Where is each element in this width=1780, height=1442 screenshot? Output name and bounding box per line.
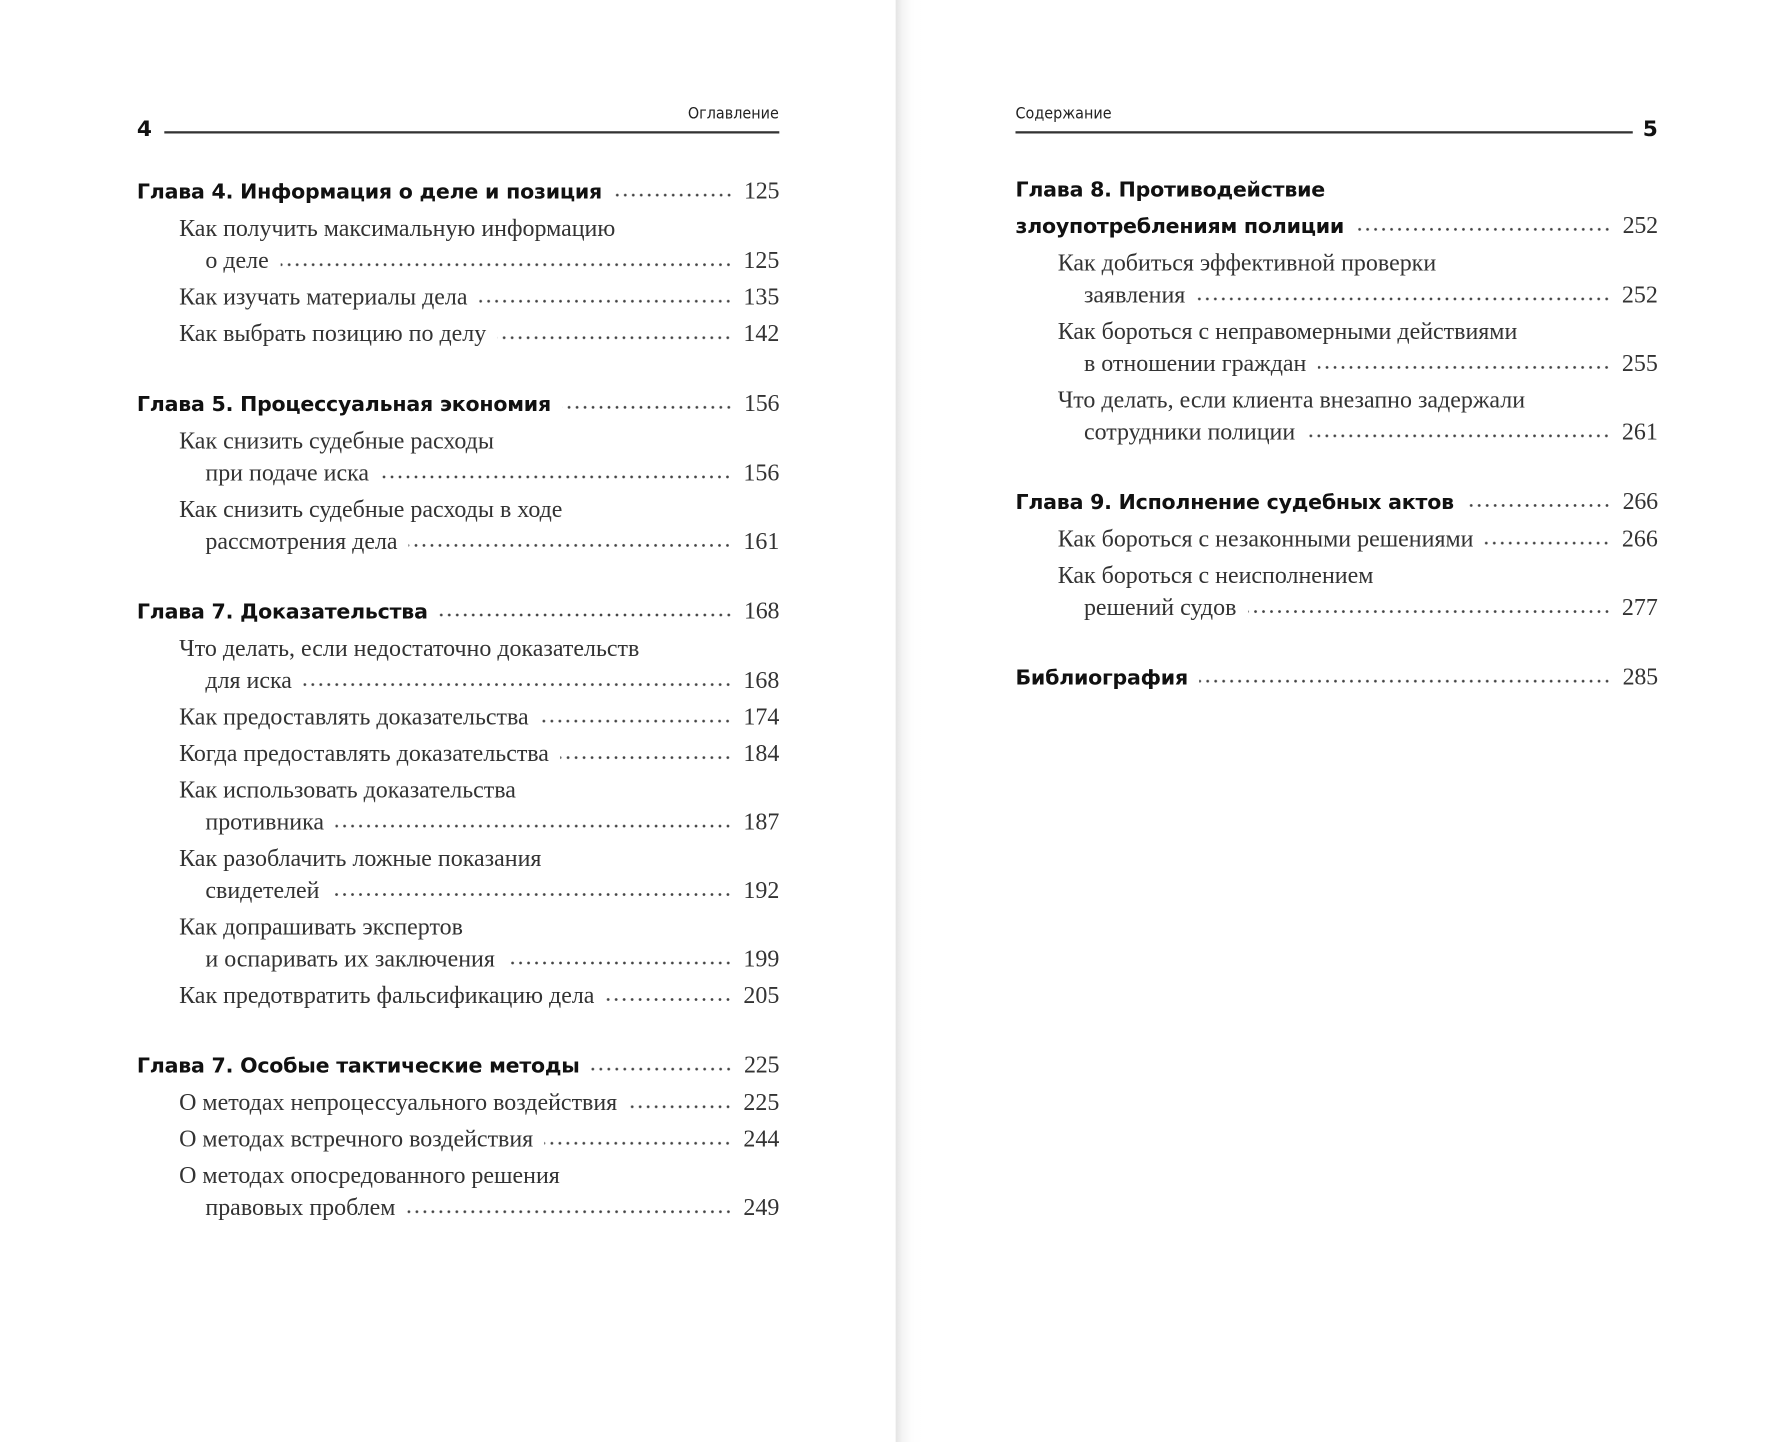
entry-page-number: 225 (743, 1088, 780, 1116)
toc-entry (137, 424, 779, 488)
chapter-title-line (137, 173, 779, 207)
toc-entry (137, 281, 779, 313)
entry-title: Как бороться с неправомерными действиями (1057, 317, 1518, 345)
dot-leader (1307, 432, 1611, 439)
entry-title: и оспаривать их заключения (205, 944, 495, 973)
entry-line (137, 632, 779, 664)
entry-line (137, 456, 779, 488)
entry-title: Как снизить судебные расходы в ходе (179, 495, 563, 523)
entry-line (137, 942, 779, 974)
dot-leader (1485, 540, 1611, 547)
dot-leader (1318, 364, 1611, 371)
entry-line (1015, 383, 1657, 415)
dot-leader (562, 404, 732, 411)
chapter-title: Глава 7. Доказательства (136, 600, 428, 625)
entry-page-number: 244 (743, 1125, 780, 1153)
toc-entry (137, 842, 779, 906)
dot-leader (1355, 226, 1611, 233)
entry-title: Как получить максимальную информацию (179, 214, 616, 242)
entry-page-number: 252 (1621, 280, 1658, 309)
toc-entry (137, 1159, 779, 1223)
entry-title: Как бороться с неисполнением (1057, 561, 1374, 589)
toc-entry (137, 317, 779, 349)
toc-chapter (137, 1047, 779, 1223)
entry-line (137, 1086, 779, 1118)
entry-line (137, 664, 779, 696)
entry-page-number: 125 (743, 246, 780, 274)
entry-line (137, 737, 779, 769)
toc-entry (137, 979, 779, 1011)
chapter-title: Глава 7. Особые тактические методы (136, 1054, 580, 1079)
toc-chapter (1015, 659, 1657, 693)
toc-entry (1015, 523, 1657, 555)
dot-leader (545, 1140, 732, 1147)
dot-leader (629, 1103, 732, 1110)
chapter-page-number: 156 (744, 389, 780, 417)
entry-line (137, 1123, 779, 1155)
dot-leader (1199, 678, 1611, 685)
entry-title: Как выбрать позицию по делу (179, 319, 487, 347)
entry-title: для иска (205, 666, 292, 694)
entry-title: рассмотрения дела (205, 527, 398, 555)
dot-leader (331, 891, 732, 898)
chapter-title: злоупотреблениям полиции (1015, 214, 1345, 239)
chapter-title: Глава 8. Противодействие (1015, 177, 1325, 202)
chapter-title: Библиография (1015, 666, 1188, 691)
entry-line (1015, 315, 1657, 347)
toc-entry (137, 737, 779, 769)
entry-title: свидетелей (205, 876, 320, 904)
dot-leader (409, 542, 732, 549)
entry-page-number: 187 (743, 807, 780, 836)
dot-leader (1248, 608, 1611, 615)
entry-line (137, 842, 779, 874)
entry-line (137, 1191, 779, 1223)
entry-page-number: 174 (743, 702, 780, 731)
entry-line (137, 874, 779, 906)
table-of-contents (137, 173, 779, 1259)
dot-leader (479, 298, 732, 305)
toc-entry (137, 911, 779, 975)
entry-line (137, 244, 779, 276)
table-of-contents (1015, 173, 1657, 730)
toc-entry (1015, 559, 1657, 623)
header-title: Содержание (1015, 104, 1112, 124)
page-number: 4 (136, 116, 153, 142)
entry-line (137, 701, 779, 733)
toc-chapter (137, 593, 779, 1011)
toc-chapter (137, 386, 779, 557)
entry-title: сотрудники полиции (1083, 417, 1296, 445)
entry-title: о деле (205, 246, 269, 274)
toc-entry (137, 632, 779, 696)
entry-line (137, 979, 779, 1011)
entry-line (137, 774, 779, 806)
entry-title: в отношении граждан (1083, 349, 1307, 377)
dot-leader (407, 1208, 732, 1215)
dot-leader (380, 474, 732, 481)
entry-line (1015, 347, 1657, 379)
entry-title: правовых проблем (205, 1193, 396, 1221)
chapter-page-number: 266 (1622, 487, 1658, 515)
chapter-title-line (1015, 484, 1657, 518)
entry-page-number: 266 (1621, 524, 1658, 553)
entry-line (137, 1159, 779, 1191)
dot-leader (280, 261, 732, 268)
entry-page-number: 168 (743, 666, 780, 694)
entry-title: противника (205, 807, 325, 836)
entry-title: Как бороться с незаконными решениями (1057, 524, 1474, 553)
entry-page-number: 199 (743, 944, 780, 973)
dot-leader (560, 754, 732, 761)
chapter-title: Глава 4. Информация о деле и позиция (136, 180, 602, 205)
right-page (896, 0, 1780, 1442)
entry-line (1015, 415, 1657, 447)
entry-line (1015, 559, 1657, 591)
dot-leader (1197, 296, 1611, 303)
dot-leader (540, 718, 732, 725)
entry-page-number: 261 (1621, 417, 1658, 445)
toc-entry (1015, 315, 1657, 379)
entry-line (137, 424, 779, 456)
toc-entry (137, 1123, 779, 1155)
entry-title: Что делать, если клиента внезапно задержали (1057, 385, 1526, 414)
dot-leader (506, 960, 732, 967)
header-rule (1015, 131, 1632, 133)
entry-title: Как снизить судебные расходы (179, 426, 494, 455)
page-number: 5 (1642, 116, 1658, 142)
header-title: Оглавление (688, 104, 780, 124)
entry-title: заявления (1083, 280, 1186, 309)
chapter-title-line (1015, 208, 1657, 242)
entry-line (137, 493, 779, 525)
entry-line (1015, 278, 1657, 310)
entry-title: Как использовать доказательства (179, 775, 516, 804)
chapter-page-number: 125 (744, 176, 780, 205)
entry-page-number: 142 (743, 319, 780, 347)
chapter-title-line (137, 1047, 779, 1081)
header-rule (164, 131, 779, 133)
entry-line (137, 281, 779, 313)
entry-title: решений судов (1083, 593, 1237, 621)
entry-line (1015, 246, 1657, 278)
chapter-title-line (137, 593, 779, 627)
toc-entry (137, 493, 779, 557)
toc-entry (137, 701, 779, 733)
running-header (136, 104, 780, 142)
entry-line (137, 911, 779, 943)
chapter-page-number: 168 (744, 596, 780, 625)
entry-title: О методах опосредованного решения (179, 1161, 560, 1189)
chapter-title-line (1015, 659, 1657, 693)
entry-title: Как разоблачить ложные показания (179, 844, 542, 872)
entry-page-number: 184 (743, 739, 780, 767)
dot-leader (1465, 502, 1611, 509)
toc-entry (137, 212, 779, 276)
toc-entry (1015, 246, 1657, 310)
chapter-page-number: 285 (1622, 662, 1658, 691)
entry-line (1015, 523, 1657, 555)
entry-line (1015, 591, 1657, 623)
entry-title: Как изучать материалы дела (179, 282, 468, 311)
entry-page-number: 161 (743, 527, 780, 555)
entry-page-number: 156 (743, 458, 780, 487)
entry-title: Как предоставлять доказательства (179, 702, 529, 731)
chapter-page-number: 225 (744, 1050, 780, 1079)
entry-page-number: 192 (743, 876, 780, 904)
entry-title: О методах встречного воздействия (179, 1125, 534, 1153)
entry-title: при подаче иска (205, 458, 370, 487)
entry-title: О методах непроцессуального воздействия (179, 1088, 618, 1116)
entry-title: Как допрашивать экспертов (179, 912, 463, 941)
toc-chapter (1015, 173, 1657, 447)
entry-page-number: 135 (743, 282, 780, 311)
entry-title: Что делать, если недостаточно доказательств (179, 634, 640, 662)
running-header (1015, 104, 1658, 142)
toc-entry (137, 774, 779, 838)
entry-line (137, 806, 779, 838)
entry-line (137, 317, 779, 349)
chapter-title: Глава 5. Процессуальная экономия (136, 392, 551, 417)
toc-chapter (1015, 484, 1657, 623)
dot-leader (591, 1066, 733, 1073)
dot-leader (498, 334, 732, 341)
dot-leader (439, 612, 733, 619)
entry-line (137, 212, 779, 244)
entry-title: Как добиться эффективной проверки (1057, 248, 1437, 277)
entry-title: Как предотвратить фальсификацию дела (179, 981, 595, 1009)
entry-title: Когда предоставлять доказательства (179, 739, 549, 767)
entry-page-number: 277 (1621, 593, 1658, 621)
toc-entry (1015, 383, 1657, 447)
chapter-title-line (1015, 173, 1657, 207)
entry-line (137, 525, 779, 557)
chapter-page-number: 252 (1622, 211, 1658, 239)
entry-page-number: 205 (743, 981, 780, 1009)
entry-page-number: 255 (1621, 349, 1658, 377)
dot-leader (613, 192, 732, 199)
chapter-title-line (137, 386, 779, 420)
chapter-title: Глава 9. Исполнение судебных актов (1015, 490, 1454, 515)
toc-entry (137, 1086, 779, 1118)
dot-leader (606, 996, 732, 1003)
entry-page-number: 249 (743, 1193, 780, 1221)
dot-leader (335, 823, 732, 830)
toc-chapter (137, 173, 779, 349)
dot-leader (303, 681, 732, 688)
